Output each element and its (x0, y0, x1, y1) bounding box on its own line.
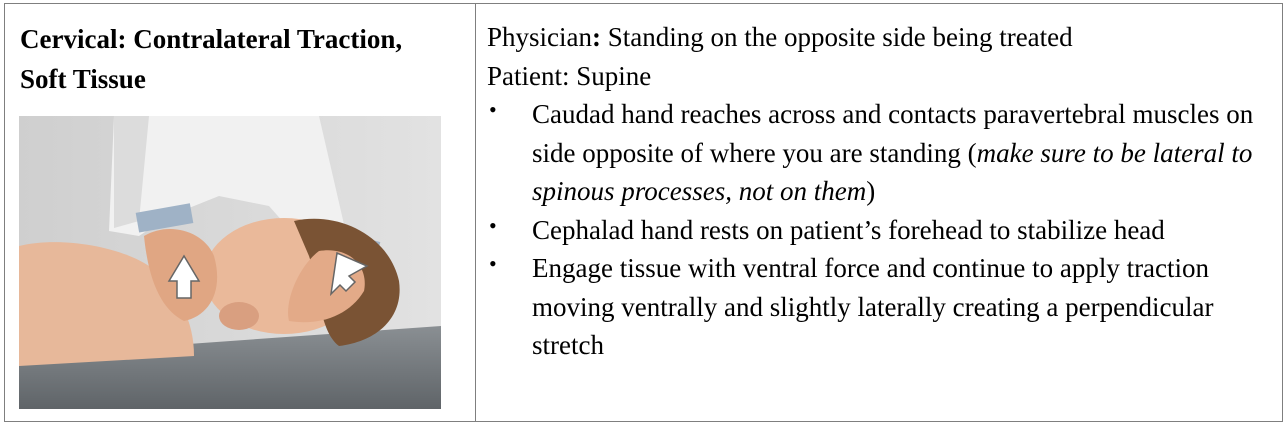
physician-colon: : (592, 22, 601, 52)
technique-title-line-2: Soft Tissue (20, 64, 146, 94)
column-divider (475, 4, 476, 421)
technique-table (4, 3, 1283, 422)
technique-photo-icon (19, 116, 441, 409)
physician-line (487, 18, 1277, 57)
bullet-icon: • (489, 251, 497, 276)
bullet-icon: • (489, 97, 497, 122)
technique-instructions (487, 18, 1277, 365)
bullet-icon: • (489, 212, 497, 238)
physician-label: Physician (487, 22, 592, 52)
list-item (487, 211, 1277, 250)
list-item (487, 249, 1277, 365)
step-text: Cephalad hand rests on patient’s forehead to stabilize head (532, 214, 1165, 245)
step-tail: ) (866, 176, 876, 206)
step-text: Caudad hand reaches across and contacts paravertebral muscles on side opposite of where you are standing ( (532, 99, 1254, 168)
patient-line: Patient: Supine (487, 60, 652, 91)
step-text: Engage tissue with ventral force and continue to apply traction moving ventrally and slightly laterally creating a perpendicular stretch (532, 253, 1214, 360)
technique-title-line-1: Cervical: Contralateral Traction, (20, 24, 403, 54)
technique-photo (19, 116, 441, 409)
physician-text: Standing on the opposite side being treated (601, 22, 1073, 52)
steps-list (487, 95, 1277, 365)
list-item (487, 95, 1277, 211)
technique-title (20, 19, 470, 99)
step-italic-note: make sure to be lateral to spinous processes, not on them (532, 137, 1253, 206)
